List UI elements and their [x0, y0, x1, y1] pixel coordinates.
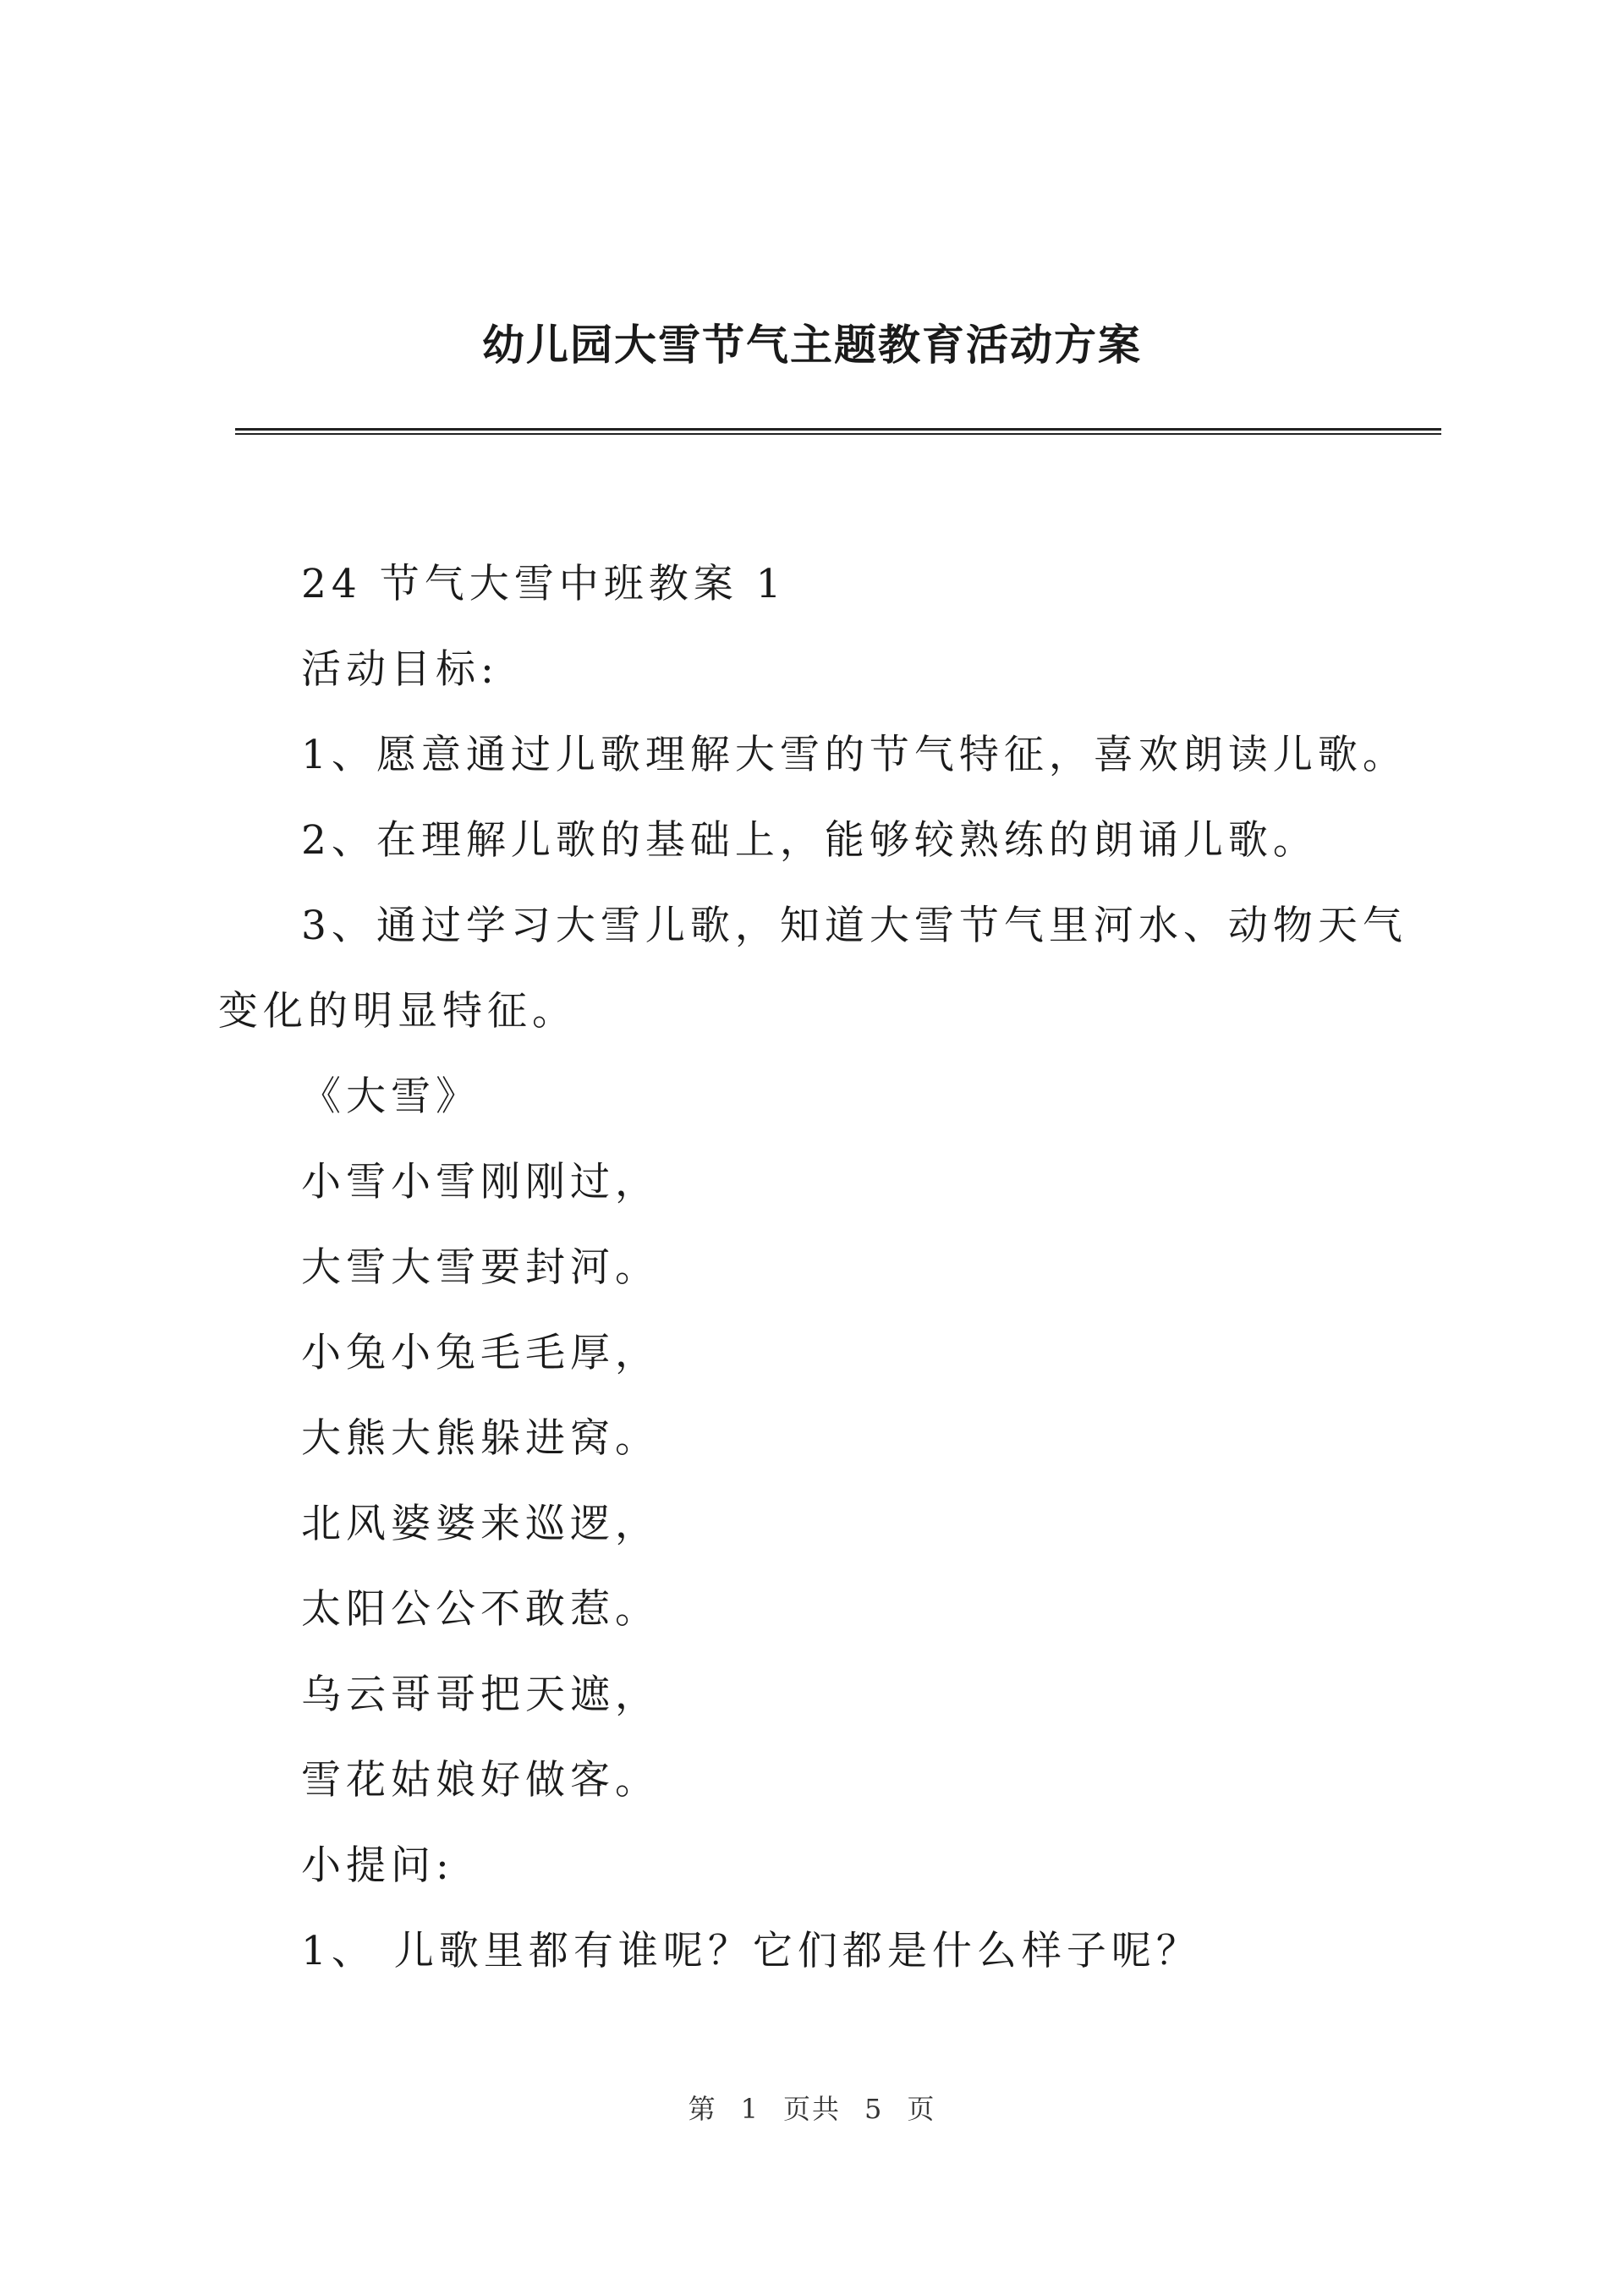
- paragraph-goal-3: 3、通过学习大雪儿歌，知道大雪节气里河水、动物天气变化的明显特征。: [218, 903, 1407, 1035]
- page-footer: [0, 2088, 1624, 2127]
- poem-line: 大熊大熊躲进窝。: [301, 1415, 660, 1462]
- paragraph-goal-1: 1、愿意通过儿歌理解大雪的节气特征，喜欢朗读儿歌。: [301, 732, 1407, 778]
- footer-total-pages: 5: [864, 2093, 884, 2125]
- document-title: 幼儿园大雪节气主题教育活动方案: [482, 320, 1142, 370]
- paragraph-goal-2: 2、在理解儿歌的基础上，能够较熟练的朗诵儿歌。: [301, 817, 1318, 864]
- paragraph-lesson-heading: 24 节气大雪中班教案 1: [301, 561, 787, 607]
- poem-title: 《大雪》: [301, 1073, 480, 1120]
- poem-line: 雪花姑娘好做客。: [301, 1757, 660, 1804]
- title-double-rule: [235, 428, 1441, 435]
- paragraph-questions-heading: 小提问:: [301, 1842, 454, 1889]
- title-rule-thin: [235, 433, 1441, 435]
- footer-page-number: 1: [740, 2093, 760, 2125]
- document-body: [218, 541, 1411, 1994]
- poem-line: 小雪小雪刚刚过，: [301, 1159, 660, 1205]
- poem-line: 北风婆婆来巡逻，: [301, 1501, 660, 1547]
- footer-suffix: 页: [907, 2093, 936, 2125]
- title-rule-thick: [235, 428, 1441, 431]
- poem-line: 大雪大雪要封河。: [301, 1244, 660, 1291]
- poem-line: 乌云哥哥把天遮，: [301, 1672, 660, 1718]
- footer-middle: 页共: [782, 2093, 841, 2125]
- poem-line: 小兔小兔毛毛厚，: [301, 1330, 660, 1376]
- paragraph-goals-heading: 活动目标:: [301, 646, 499, 693]
- footer-prefix: 第: [688, 2093, 717, 2125]
- paragraph-question-1: 1、 儿歌里都有谁呢？它们都是什么样子呢？: [301, 1928, 1201, 1974]
- poem-line: 太阳公公不敢惹。: [301, 1586, 660, 1633]
